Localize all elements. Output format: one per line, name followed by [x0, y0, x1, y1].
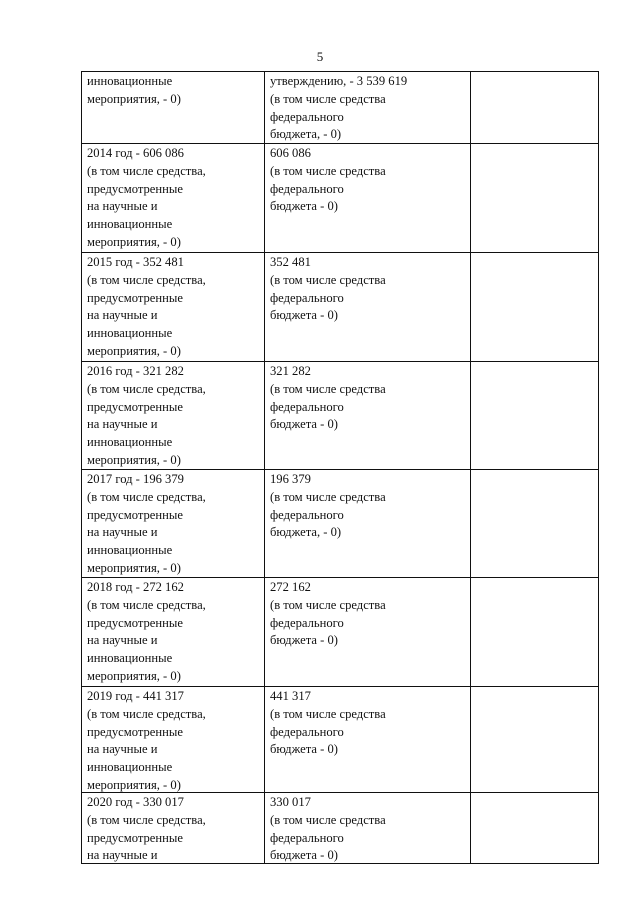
budget-amount-cell: 441 317 (в том числе средства федерального бюджета - 0)	[265, 687, 471, 792]
period-total-cell: 2020 год - 330 017 (в том числе средства, предусмотренные на научные и	[82, 793, 265, 863]
empty-cell	[471, 470, 598, 577]
empty-cell	[471, 362, 598, 469]
period-total-cell: 2014 год - 606 086 (в том числе средства, предусмотренные на научные и инновационные мероприятия, - 0)	[82, 144, 265, 252]
table-row	[81, 252, 599, 361]
budget-amount-cell: 606 086 (в том числе средства федерального бюджета - 0)	[265, 144, 471, 252]
empty-cell	[471, 578, 598, 686]
period-total-cell: инновационные мероприятия, - 0)	[82, 72, 265, 143]
budget-amount-cell: 330 017 (в том числе средства федерального бюджета - 0)	[265, 793, 471, 863]
funding-table	[81, 71, 599, 864]
empty-cell	[471, 72, 598, 143]
period-total-cell: 2015 год - 352 481 (в том числе средства, предусмотренные на научные и инновационные мероприятия, - 0)	[82, 253, 265, 361]
period-total-cell: 2019 год - 441 317 (в том числе средства, предусмотренные на научные и инновационные мероприятия, - 0)	[82, 687, 265, 792]
table-row	[81, 71, 599, 143]
table-row	[81, 686, 599, 792]
empty-cell	[471, 687, 598, 792]
table-row	[81, 143, 599, 252]
budget-amount-cell: утверждению, - 3 539 619 (в том числе средства федерального бюджета, - 0)	[265, 72, 471, 143]
empty-cell	[471, 144, 598, 252]
empty-cell	[471, 253, 598, 361]
table-row	[81, 361, 599, 469]
page-number: 5	[316, 49, 324, 64]
table-row	[81, 792, 599, 864]
budget-amount-cell: 352 481 (в том числе средства федерального бюджета - 0)	[265, 253, 471, 361]
period-total-cell: 2017 год - 196 379 (в том числе средства, предусмотренные на научные и инновационные мероприятия, - 0)	[82, 470, 265, 577]
table-row	[81, 577, 599, 686]
budget-amount-cell: 196 379 (в том числе средства федерального бюджета, - 0)	[265, 470, 471, 577]
budget-amount-cell: 272 162 (в том числе средства федерального бюджета - 0)	[265, 578, 471, 686]
budget-amount-cell: 321 282 (в том числе средства федерального бюджета - 0)	[265, 362, 471, 469]
period-total-cell: 2018 год - 272 162 (в том числе средства, предусмотренные на научные и инновационные мероприятия, - 0)	[82, 578, 265, 686]
table-row	[81, 469, 599, 577]
period-total-cell: 2016 год - 321 282 (в том числе средства, предусмотренные на научные и инновационные мероприятия, - 0)	[82, 362, 265, 469]
empty-cell	[471, 793, 598, 863]
